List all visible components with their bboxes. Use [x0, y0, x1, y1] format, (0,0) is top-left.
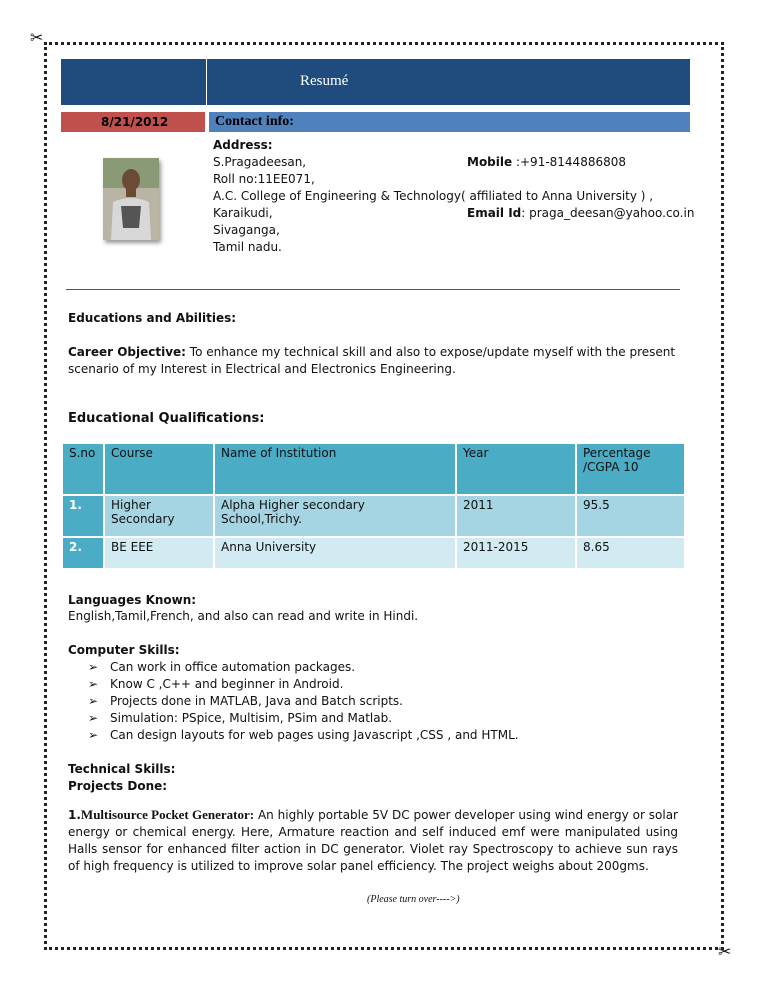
- scissors-icon: ✂: [718, 942, 732, 961]
- qualifications-table: [61, 442, 686, 570]
- list-item: [88, 676, 519, 693]
- header-bar-right: [207, 59, 690, 105]
- arrow-bullet-icon: ➢: [88, 660, 99, 674]
- table-row: [63, 538, 684, 568]
- email-value: : praga_deesan@yahoo.co.in: [521, 206, 695, 220]
- city: Karaikudi,: [213, 206, 273, 220]
- projects-heading: Projects Done:: [68, 779, 168, 793]
- mobile-line: [467, 155, 626, 169]
- cell-sno: 1.: [63, 496, 103, 536]
- project-description: [68, 806, 678, 875]
- cell-institution: Anna University: [215, 538, 455, 568]
- list-item: [88, 727, 519, 744]
- qualifications-heading: Educational Qualifications:: [68, 411, 265, 426]
- education-heading: Educations and Abilities:: [68, 311, 237, 325]
- languages-text: English,Tamil,French, and also can read and write in Hindi.: [68, 609, 419, 623]
- roll-number: Roll no:11EE071,: [213, 172, 315, 186]
- list-item: [88, 659, 519, 676]
- email-line: [467, 206, 694, 220]
- arrow-bullet-icon: ➢: [88, 694, 99, 708]
- header-cell-course: Course: [105, 444, 213, 494]
- address-label: Address:: [213, 138, 273, 152]
- technical-skills-heading: Technical Skills:: [68, 762, 176, 776]
- cell-year: 2011: [457, 496, 575, 536]
- mobile-value: :+91-8144886808: [512, 155, 626, 169]
- project-number: 1.: [68, 808, 81, 822]
- cell-percentage: 8.65: [577, 538, 684, 568]
- divider: [66, 289, 680, 290]
- career-label: Career Objective:: [68, 345, 186, 359]
- cell-percentage: 95.5: [577, 496, 684, 536]
- college: A.C. College of Engineering & Technology( affiliated to Anna University ) ,: [213, 189, 654, 203]
- contact-heading: Contact info:: [209, 112, 690, 132]
- skill-text: Projects done in MATLAB, Java and Batch scripts.: [110, 694, 403, 708]
- state: Tamil nadu.: [213, 240, 282, 254]
- profile-photo: [103, 158, 159, 240]
- header-cell-institution: Name of Institution: [215, 444, 455, 494]
- list-item: [88, 710, 519, 727]
- skill-text: Know C ,C++ and beginner in Android.: [110, 677, 344, 691]
- computer-skills-heading: Computer Skills:: [68, 643, 180, 657]
- cell-course: Higher Secondary: [105, 496, 213, 536]
- cell-course: BE EEE: [105, 538, 213, 568]
- skill-text: Can work in office automation packages.: [110, 660, 356, 674]
- arrow-bullet-icon: ➢: [88, 728, 99, 742]
- table-header-row: [63, 444, 684, 494]
- languages-heading: Languages Known:: [68, 593, 197, 607]
- header-cell-sno: S.no: [63, 444, 103, 494]
- project-text: An highly portable 5V DC power developer using wind energy or solar energy or chemical energy. Here, Armature reaction and self induced emf were manipulated using Halls sensor for enhanced filter action in DC generator. Violet ray Spectroscopy to achieve sun rays of high frequency is utilized to improve solar panel efficiency. The project weighs about 200gms.: [68, 808, 678, 873]
- turn-over-note: (Please turn over---->): [367, 894, 460, 905]
- date-bar: 8/21/2012: [61, 112, 205, 132]
- scissors-icon: ✂: [30, 28, 44, 47]
- list-item: [88, 693, 519, 710]
- header-cell-year: Year: [457, 444, 575, 494]
- resume-title: Resumé: [300, 73, 349, 89]
- career-text: To enhance my technical skill and also to expose/update myself with the present scenario of my Interest in Electrical and Electronics Engineering.: [68, 345, 676, 376]
- cell-institution: Alpha Higher secondary School,Trichy.: [215, 496, 455, 536]
- cell-year: 2011-2015: [457, 538, 575, 568]
- skill-text: Simulation: PSpice, Multisim, PSim and Matlab.: [110, 711, 393, 725]
- header-cell-percentage: Percentage /CGPA 10: [577, 444, 684, 494]
- skill-text: Can design layouts for web pages using Javascript ,CSS , and HTML.: [110, 728, 519, 742]
- arrow-bullet-icon: ➢: [88, 711, 99, 725]
- career-objective: [68, 344, 680, 378]
- table-row: [63, 496, 684, 536]
- contact-name: S.Pragadeesan,: [213, 155, 307, 169]
- cell-sno: 2.: [63, 538, 103, 568]
- arrow-bullet-icon: ➢: [88, 677, 99, 691]
- header-bar-left: [61, 59, 206, 105]
- email-label: Email Id: [467, 206, 522, 220]
- computer-skills-list: [88, 659, 519, 744]
- project-title: Multisource Pocket Generator:: [80, 807, 255, 822]
- mobile-label: Mobile: [467, 155, 513, 169]
- district: Sivaganga,: [213, 223, 280, 237]
